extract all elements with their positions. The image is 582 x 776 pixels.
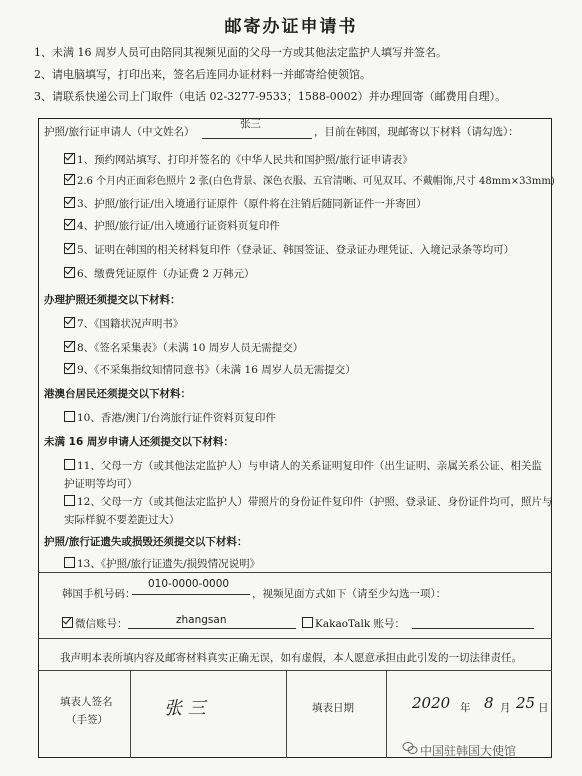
item-5-text: 5、证明在韩国的相关材料复印件（登录证、韩国签证、登录证办理凭证、入境记录条等均可） [77, 244, 515, 256]
section-lost-heading: 护照/旅行证遗失或损毁还须提交以下材料： [44, 536, 248, 548]
item-4[interactable] [64, 218, 280, 233]
item-2-text: 2.6 个月内正面彩色照片 2 张(白色背景、深色衣服、五官清晰、可见双耳、不戴帽饰,尺寸 48mm×33mm) [77, 176, 555, 187]
checkbox[interactable] [64, 267, 75, 278]
divider [386, 670, 387, 758]
item-11-cont: 护证明等均可） [64, 478, 138, 490]
signature-sublabel: （手签） [66, 714, 108, 726]
date-month[interactable]: 8 [484, 694, 494, 712]
note-2: 2、请电脑填写，打印出来，签名后连同办证材料一并邮寄给使领馆。 [34, 68, 371, 81]
divider [286, 670, 287, 758]
checkbox[interactable] [64, 153, 75, 164]
divider [38, 638, 552, 639]
wechat-icon [402, 740, 418, 756]
checkbox[interactable] [64, 174, 75, 185]
date-year[interactable]: 2020 [412, 694, 451, 712]
checkbox[interactable] [62, 617, 73, 628]
checkbox[interactable] [64, 363, 75, 374]
section-minor-heading: 未满 16 周岁申请人还须提交以下材料： [44, 436, 234, 448]
section-passport-heading: 办理护照还须提交以下材料： [44, 294, 181, 306]
item-7[interactable] [64, 316, 183, 331]
item-1[interactable] [64, 152, 413, 167]
divider [130, 670, 131, 758]
item-11-text: 11、父母一方（或其他法定监护人）与申请人的关系证明复印件（出生证明、亲属关系公证、相关监 [77, 460, 542, 472]
checkbox[interactable] [64, 243, 75, 254]
checkbox[interactable] [64, 495, 75, 506]
kakao-line [412, 628, 534, 629]
divider [38, 670, 552, 671]
kakao-field[interactable] [302, 616, 405, 631]
checkbox[interactable] [64, 411, 75, 422]
checkbox[interactable] [64, 219, 75, 230]
wechat-value[interactable]: zhangsan [176, 614, 227, 626]
item-10-text: 10、香港/澳门/台湾旅行证件资料页复印件 [77, 412, 276, 424]
date-label: 填表日期 [312, 702, 354, 714]
item-2[interactable] [64, 172, 555, 187]
checkbox[interactable] [64, 557, 75, 568]
phone-line [132, 594, 250, 595]
checkbox[interactable] [302, 617, 313, 628]
item-12-text: 12、父母一方（或其他法定监护人）带照片的身份证件复印件（护照、登录证、身份证件均可，照片与 [77, 496, 553, 508]
wechat-label: 微信账号： [75, 618, 128, 630]
declaration: 我声明本表所填内容及邮寄材料真实正确无误，如有虚假，本人愿意承担由此引发的一切法律责任。 [60, 652, 522, 664]
year-unit: 年 [460, 702, 471, 714]
wechat-field[interactable] [62, 616, 128, 631]
item-12-cont: 实际样貌不要差距过大） [64, 514, 180, 526]
checkbox[interactable] [64, 197, 75, 208]
item-11[interactable] [64, 458, 542, 473]
item-4-text: 4、护照/旅行证/出入境通行证资料页复印件 [77, 220, 280, 232]
divider [38, 572, 552, 573]
checkbox[interactable] [64, 341, 75, 352]
applicant-name[interactable]: 张三 [240, 118, 261, 130]
item-3-text: 3、护照/旅行证/出入境通行证原件（原件将在注销后随同新证件一并寄回） [77, 198, 427, 210]
note-3: 3、请联系快递公司上门取件（电话 02-3277-9533；1588-0002）并办理回寄（邮费用自理）。 [34, 90, 507, 103]
form-title: 邮寄办证申请书 [224, 17, 358, 37]
item-5[interactable] [64, 242, 514, 257]
section-hmt-heading: 港澳台居民还须提交以下材料： [44, 388, 191, 400]
item-13[interactable] [64, 556, 260, 571]
applicant-name-line [202, 138, 312, 139]
item-6[interactable] [64, 266, 255, 281]
watermark: 中国驻韩国大使馆 [420, 744, 517, 758]
date-day[interactable]: 25 [516, 694, 536, 712]
item-10[interactable] [64, 410, 276, 425]
note-1: 1、未满 16 周岁人员可由陪同其视频见面的父母一方或其他法定监护人填写并签名。 [34, 46, 447, 59]
item-3[interactable] [64, 196, 427, 211]
handwritten-signature[interactable]: 张 三 [164, 698, 206, 719]
wechat-line [128, 628, 296, 629]
video-text: ，视频见面方式如下（请至少勾选一项）： [252, 588, 447, 600]
item-8-text: 8、《签名采集表》（未满 10 周岁人员无需提交） [77, 342, 304, 354]
checkbox[interactable] [64, 317, 75, 328]
phone-value[interactable]: 010-0000-0000 [148, 578, 230, 590]
item-6-text: 6、缴费凭证原件（办证费 2 万韩元） [77, 268, 255, 280]
item-9-text: 9、《不采集指纹知情同意书》（未满 16 周岁人员无需提交） [77, 364, 356, 376]
applicant-prefix: 护照/旅行证申请人（中文姓名） [44, 126, 195, 138]
item-8[interactable] [64, 340, 303, 355]
item-7-text: 7、《国籍状况声明书》 [77, 318, 184, 330]
month-unit: 月 [500, 702, 511, 714]
item-12[interactable] [64, 494, 552, 509]
item-13-text: 13、《护照/旅行证遗失/损毁情况说明》 [77, 558, 261, 570]
phone-label: 韩国手机号码： [62, 588, 136, 600]
applicant-suffix: ，目前在韩国，现邮寄以下材料（请勾选）： [314, 126, 519, 138]
signature-label: 填表人签名 [60, 696, 113, 708]
day-unit: 日 [538, 702, 549, 714]
kakao-label: KakaoTalk 账号： [315, 618, 406, 630]
checkbox[interactable] [64, 459, 75, 470]
item-9[interactable] [64, 362, 356, 377]
item-1-text: 1、预约网站填写、打印并签名的《中华人民共和国护照/旅行证申请表》 [77, 154, 413, 166]
